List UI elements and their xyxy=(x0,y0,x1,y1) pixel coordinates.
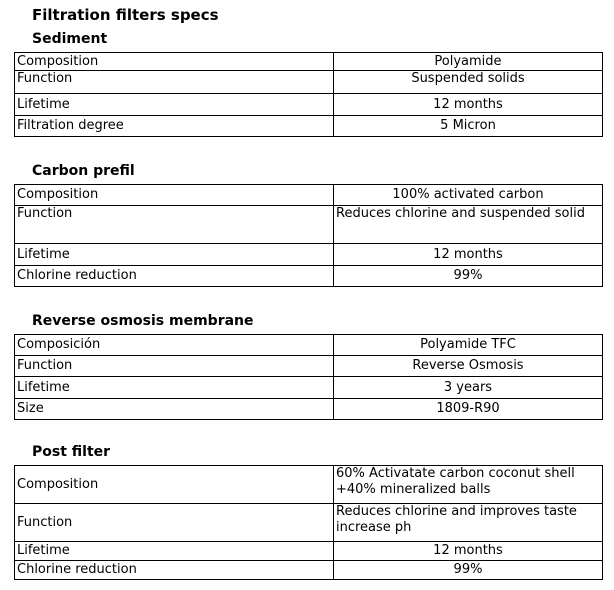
carbon-prefil-table xyxy=(14,184,603,287)
spec-value: 12 months xyxy=(334,94,603,116)
spec-value: 12 months xyxy=(334,542,603,561)
spec-value: 60% Activatate carbon coconut shell +40% mineralized balls xyxy=(334,466,603,504)
page-title: Filtration filters specs xyxy=(32,6,219,24)
spec-value: Reverse Osmosis xyxy=(334,356,603,377)
spec-label: Function xyxy=(15,206,334,244)
spec-value: Polyamide TFC xyxy=(334,335,603,356)
table-row xyxy=(15,116,603,137)
section-heading-post-filter: Post filter xyxy=(32,444,111,460)
table-row xyxy=(15,94,603,116)
spec-value: 100% activated carbon xyxy=(334,185,603,206)
spec-value: 12 months xyxy=(334,244,603,266)
spec-label: Lifetime xyxy=(15,377,334,399)
spec-label: Chlorine reduction xyxy=(15,561,334,580)
spec-label: Function xyxy=(15,504,334,542)
spec-value: 1809-R90 xyxy=(334,399,603,420)
table-row xyxy=(15,399,603,420)
spec-label: Size xyxy=(15,399,334,420)
table-row xyxy=(15,377,603,399)
table-row xyxy=(15,466,603,504)
table-row xyxy=(15,206,603,244)
spec-value: Suspended solids xyxy=(334,71,603,94)
spec-label: Lifetime xyxy=(15,244,334,266)
table-row xyxy=(15,561,603,580)
spec-value: Polyamide xyxy=(334,53,603,71)
table-row xyxy=(15,185,603,206)
table-row xyxy=(15,266,603,287)
spec-label: Lifetime xyxy=(15,542,334,561)
spec-label: Composition xyxy=(15,185,334,206)
table-row xyxy=(15,504,603,542)
table-row xyxy=(15,53,603,71)
spec-value: 3 years xyxy=(334,377,603,399)
spec-label: Composition xyxy=(15,466,334,504)
section-heading-carbon-prefil: Carbon prefil xyxy=(32,163,135,179)
table-row xyxy=(15,356,603,377)
section-heading-reverse-osmosis: Reverse osmosis membrane xyxy=(32,313,254,329)
spec-label: Composición xyxy=(15,335,334,356)
post-filter-table xyxy=(14,465,603,580)
spec-value: 99% xyxy=(334,561,603,580)
sediment-table xyxy=(14,52,603,137)
spec-label: Function xyxy=(15,71,334,94)
table-row xyxy=(15,71,603,94)
spec-label: Function xyxy=(15,356,334,377)
spec-label: Chlorine reduction xyxy=(15,266,334,287)
table-row xyxy=(15,542,603,561)
table-row xyxy=(15,335,603,356)
spec-label: Composition xyxy=(15,53,334,71)
section-heading-sediment: Sediment xyxy=(32,31,108,47)
spec-value: Reduces chlorine and improves taste increase ph xyxy=(334,504,603,542)
spec-label: Lifetime xyxy=(15,94,334,116)
spec-value: 99% xyxy=(334,266,603,287)
spec-label: Filtration degree xyxy=(15,116,334,137)
table-row xyxy=(15,244,603,266)
spec-value: 5 Micron xyxy=(334,116,603,137)
spec-value: Reduces chlorine and suspended solid xyxy=(334,206,603,244)
reverse-osmosis-table xyxy=(14,334,603,420)
